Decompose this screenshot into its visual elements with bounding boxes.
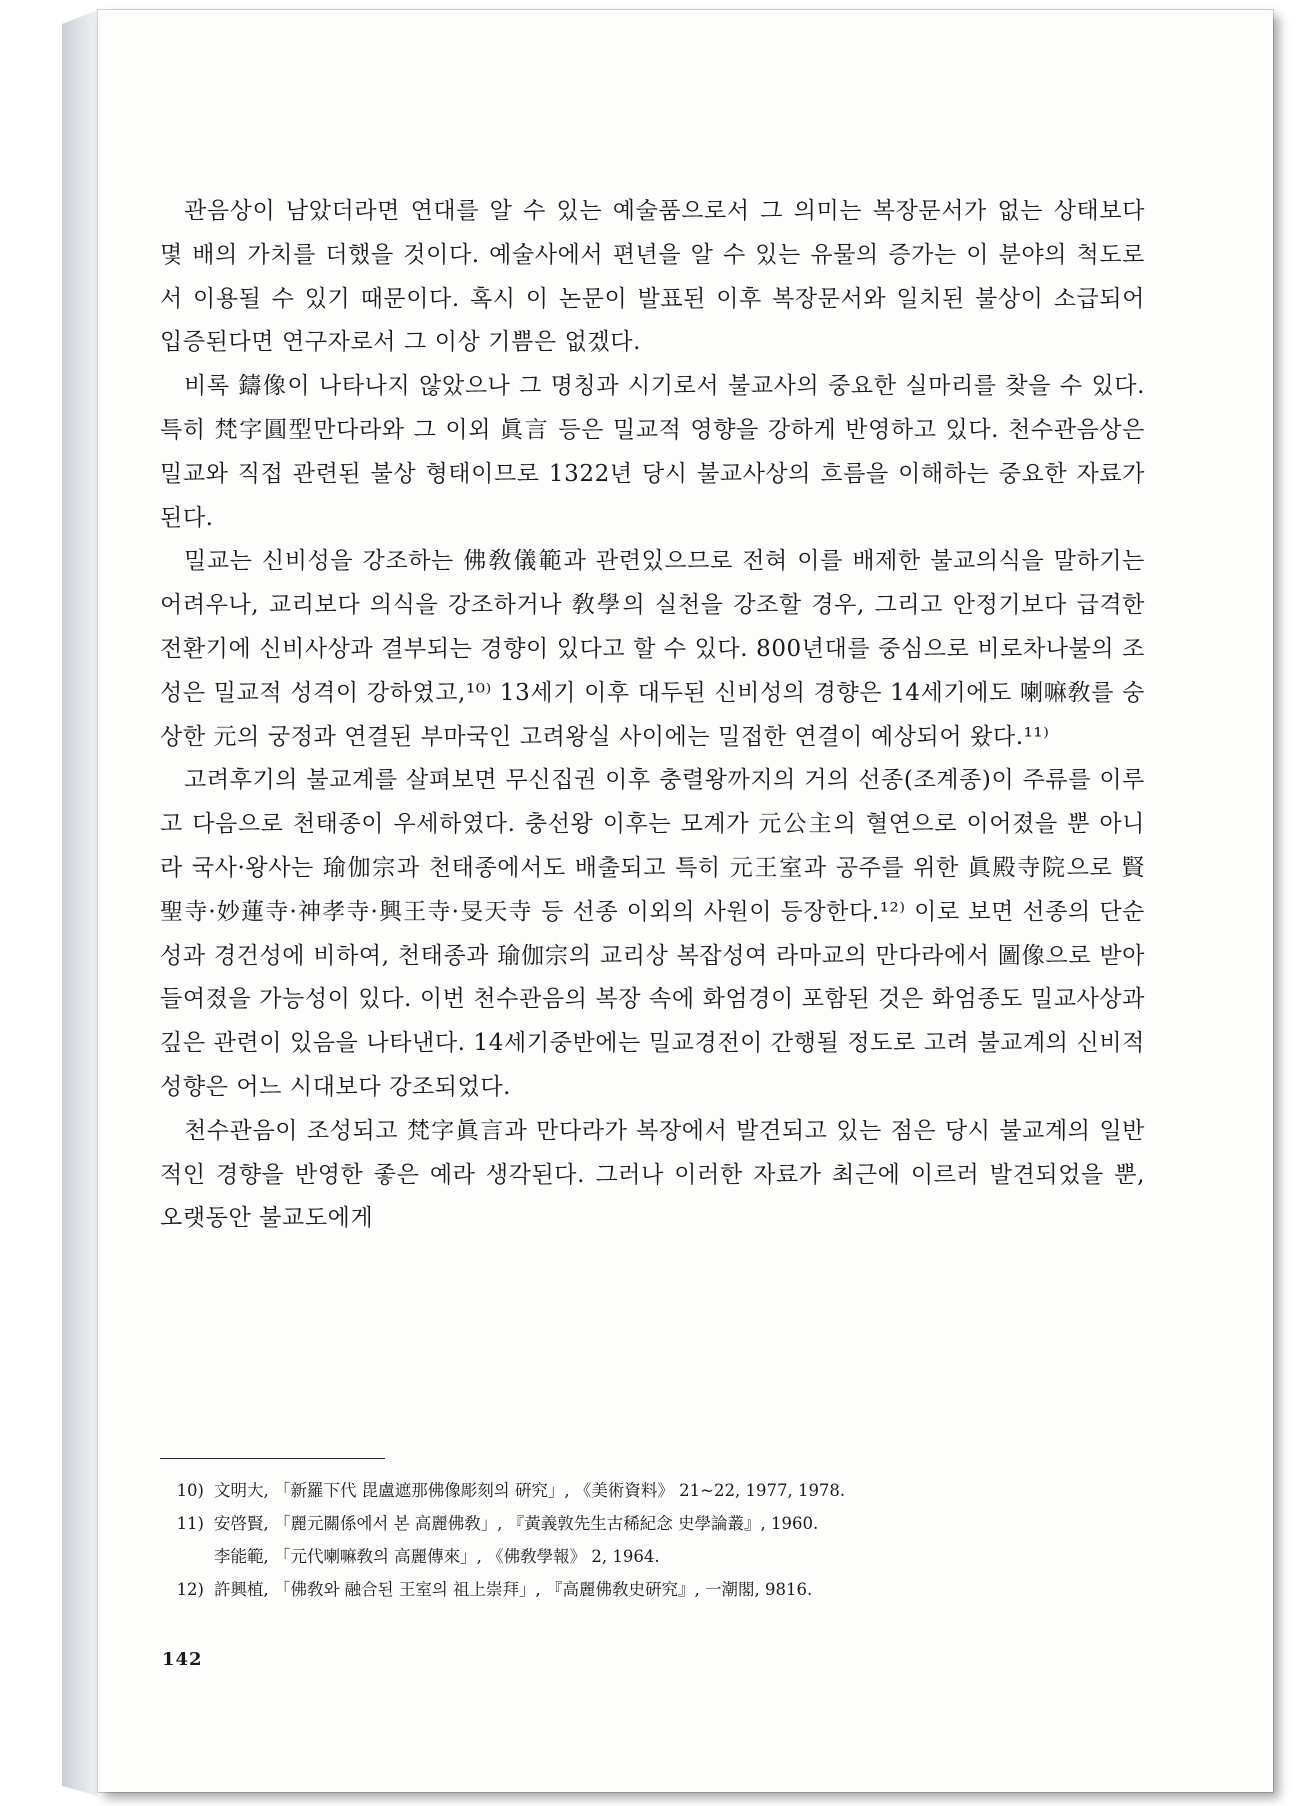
paragraph: 관음상이 남았더라면 연대를 알 수 있는 예술품으로서 그 의미는 복장문서가 없는 상태보다 몇 배의 가치를 더했을 것이다. 예술사에서 편년을 알 수 있는 유물의 증가는 이 분야의 척도로서 이용될 수 있기 때문이다. 혹시 이 논문이 발표된 이후 복장문서와 일치된 불상이 소급되어 입증된다면 연구자로서 그 이상 기쁨은 없겠다. bbox=[160, 198, 1145, 356]
page-number: 142 bbox=[162, 1649, 203, 1670]
footnote-text: 安啓賢, 「麗元關係에서 본 高麗佛敎」, 『黃義敦先生古稀紀念 史學論叢』, 1960. bbox=[214, 1514, 819, 1533]
footnote-divider bbox=[160, 1458, 385, 1459]
footnote-number bbox=[160, 1540, 214, 1573]
footnote-item bbox=[160, 1540, 1145, 1573]
body-text bbox=[160, 190, 1145, 1241]
footnote-number: 11) bbox=[176, 1514, 204, 1533]
footnote-text: 李能範, 「元代喇嘛敎의 高麗傳來」, 《佛敎學報》 2, 1964. bbox=[214, 1547, 660, 1566]
footnotes bbox=[160, 1474, 1145, 1606]
footnote-item bbox=[160, 1474, 1145, 1507]
footnote-item bbox=[160, 1573, 1145, 1606]
paragraph: 비록 鑄像이 나타나지 않았으나 그 명칭과 시기로서 불교사의 중요한 실마리를 찾을 수 있다. 특히 梵字圓型만다라와 그 이외 眞言 등은 밀교적 영향을 강하게 반영하고 있다. 천수관음상은 밀교와 직접 관련된 불상 형태이므로 1322년 당시 불교사상의 흐름을 이해하는 중요한 자료가 된다. bbox=[160, 373, 1145, 531]
footnote-number: 10) bbox=[176, 1481, 204, 1500]
book-spine-edge bbox=[62, 10, 98, 1796]
footnote-text: 文明大, 「新羅下代 毘盧遮那佛像彫刻의 硏究」, 《美術資料》 21~22, 1977, 1978. bbox=[214, 1481, 846, 1500]
paragraph: 천수관음이 조성되고 梵字眞言과 만다라가 복장에서 발견되고 있는 점은 당시 불교계의 일반적인 경향을 반영한 좋은 예라 생각된다. 그러나 이러한 자료가 최근에 이르러 발견되었을 뿐, 오랫동안 불교도에게 bbox=[160, 1117, 1145, 1232]
paragraph: 밀교는 신비성을 강조하는 佛敎儀範과 관련있으므로 전혀 이를 배제한 불교의식을 말하기는 어려우나, 교리보다 의식을 강조하거나 敎學의 실천을 강조할 경우, 그리고 안정기보다 급격한 전환기에 신비사상과 결부되는 경향이 있다고 할 수 있다. 800년대를 중심으로 비로차나불의 조성은 밀교적 성격이 강하였고,¹⁰⁾ 13세기 이후 대두된 신비성의 경향은 14세기에도 喇嘛敎를 숭상한 元의 궁정과 연결된 부마국인 고려왕실 사이에는 밀접한 연결이 예상되어 왔다.¹¹⁾ bbox=[160, 548, 1145, 750]
paragraph: 고려후기의 불교계를 살펴보면 무신집권 이후 충렬왕까지의 거의 선종(조계종)이 주류를 이루고 다음으로 천태종이 우세하였다. 충선왕 이후는 모계가 元公主의 혈연으로 이어졌을 뿐 아니라 국사·왕사는 瑜伽宗과 천태종에서도 배출되고 특히 元王室과 공주를 위한 眞殿寺院으로 賢聖寺·妙蓮寺·神孝寺·興王寺·旻天寺 등 선종 이외의 사원이 등장한다.¹²⁾ 이로 보면 선종의 단순성과 경건성에 비하여, 천태종과 瑜伽宗의 교리상 복잡성여 라마교의 만다라에서 圖像으로 받아들여졌을 가능성이 있다. 이번 천수관음의 복장 속에 화엄경이 포함된 것은 화엄종도 밀교사상과 깊은 관련이 있음을 나타낸다. 14세기중반에는 밀교경전이 간행될 정도로 고려 불교계의 신비적 성향은 어느 시대보다 강조되었다. bbox=[160, 767, 1145, 1100]
footnote-number: 12) bbox=[176, 1580, 204, 1599]
footnote-text: 許興植, 「佛敎와 融合된 王室의 祖上崇拜」, 『高麗佛敎史硏究』, 一潮閣, 9816. bbox=[214, 1580, 813, 1599]
footnote-item bbox=[160, 1507, 1145, 1540]
